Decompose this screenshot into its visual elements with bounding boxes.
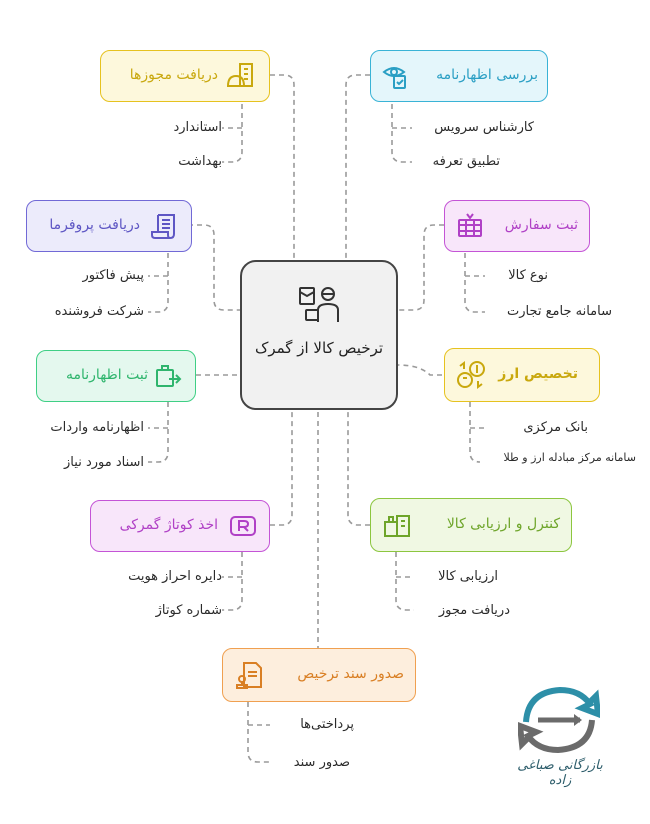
eye-document-icon bbox=[382, 62, 410, 90]
film-icon bbox=[456, 212, 484, 240]
connector-order bbox=[398, 225, 444, 310]
currency-sub-2: سامانه مرکز مبادله ارز و طلا bbox=[503, 451, 636, 464]
order-sub-2: سامانه جامع تجارت bbox=[507, 304, 612, 319]
bracket-quota bbox=[222, 552, 242, 610]
node-proforma-title: دریافت پروفرما bbox=[49, 217, 140, 233]
bracket-permits bbox=[222, 104, 242, 162]
node-permits-title: دریافت مجوزها bbox=[129, 67, 218, 83]
center-title: ترخیص کالا از گمرک bbox=[254, 339, 384, 357]
connector-currency bbox=[398, 365, 442, 375]
connector-permits bbox=[270, 75, 294, 258]
control-sub-2: دریافت مجوز bbox=[438, 603, 510, 618]
bracket-currency bbox=[470, 402, 488, 462]
node-control-title: کنترل و ارزیابی کالا bbox=[446, 516, 560, 532]
quota-sub-2: شماره کوتاژ bbox=[155, 603, 222, 618]
issue-sub-2: صدور سند bbox=[293, 755, 350, 770]
buildings-hardhat-icon bbox=[226, 62, 256, 90]
inspection-icon bbox=[382, 510, 412, 540]
brand-logo-icon bbox=[518, 682, 600, 758]
declaration-sub-1: اظهارنامه واردات bbox=[50, 420, 144, 435]
node-quota-title: اخذ کوتاژ گمرکی bbox=[119, 517, 218, 533]
bracket-proforma bbox=[148, 253, 168, 312]
node-currency-title: تخصیص ارز bbox=[498, 366, 578, 382]
connector-control bbox=[348, 412, 370, 525]
bracket-declaration bbox=[148, 402, 168, 462]
currency-exchange-icon bbox=[456, 360, 486, 390]
control-sub-1: ارزیابی کالا bbox=[438, 569, 498, 584]
review-sub-1: کارشناس سرویس bbox=[434, 120, 534, 135]
document-stamp-icon bbox=[234, 660, 264, 690]
bracket-order bbox=[465, 253, 485, 312]
quota-sub-1: دایره احراز هویت bbox=[128, 569, 222, 584]
bracket-control bbox=[396, 552, 414, 610]
issue-sub-1: پرداختی‌ها bbox=[300, 717, 354, 732]
proforma-sub-2: شرکت فروشنده bbox=[54, 304, 144, 319]
connector-quota bbox=[270, 412, 292, 525]
node-order-title: ثبت سفارش bbox=[504, 217, 578, 233]
customs-officer-icon bbox=[296, 282, 344, 330]
brand-name: بازرگانی صباغی زاده bbox=[517, 758, 603, 788]
bracket-review bbox=[392, 104, 412, 162]
scroll-icon bbox=[150, 212, 178, 240]
registered-icon bbox=[228, 512, 258, 540]
declaration-sub-2: اسناد مورد نیاز bbox=[64, 455, 144, 470]
box-arrow-icon bbox=[154, 362, 182, 390]
permits-sub-1: استاندارد bbox=[173, 120, 222, 135]
node-issue-title: صدور سند ترخیص bbox=[297, 666, 404, 682]
bracket-issue bbox=[248, 702, 270, 762]
proforma-sub-1: پیش فاکتور bbox=[82, 268, 144, 283]
currency-sub-1: بانک مرکزی bbox=[523, 420, 588, 435]
node-review-title: بررسی اظهارنامه bbox=[436, 67, 538, 83]
review-sub-2: تطبیق تعرفه bbox=[432, 154, 500, 169]
connector-review bbox=[346, 75, 370, 258]
node-declaration-title: ثبت اظهارنامه bbox=[66, 367, 148, 383]
permits-sub-2: بهداشت bbox=[178, 154, 222, 169]
connector-proforma bbox=[188, 225, 240, 310]
order-sub-1: نوع کالا bbox=[508, 268, 548, 283]
